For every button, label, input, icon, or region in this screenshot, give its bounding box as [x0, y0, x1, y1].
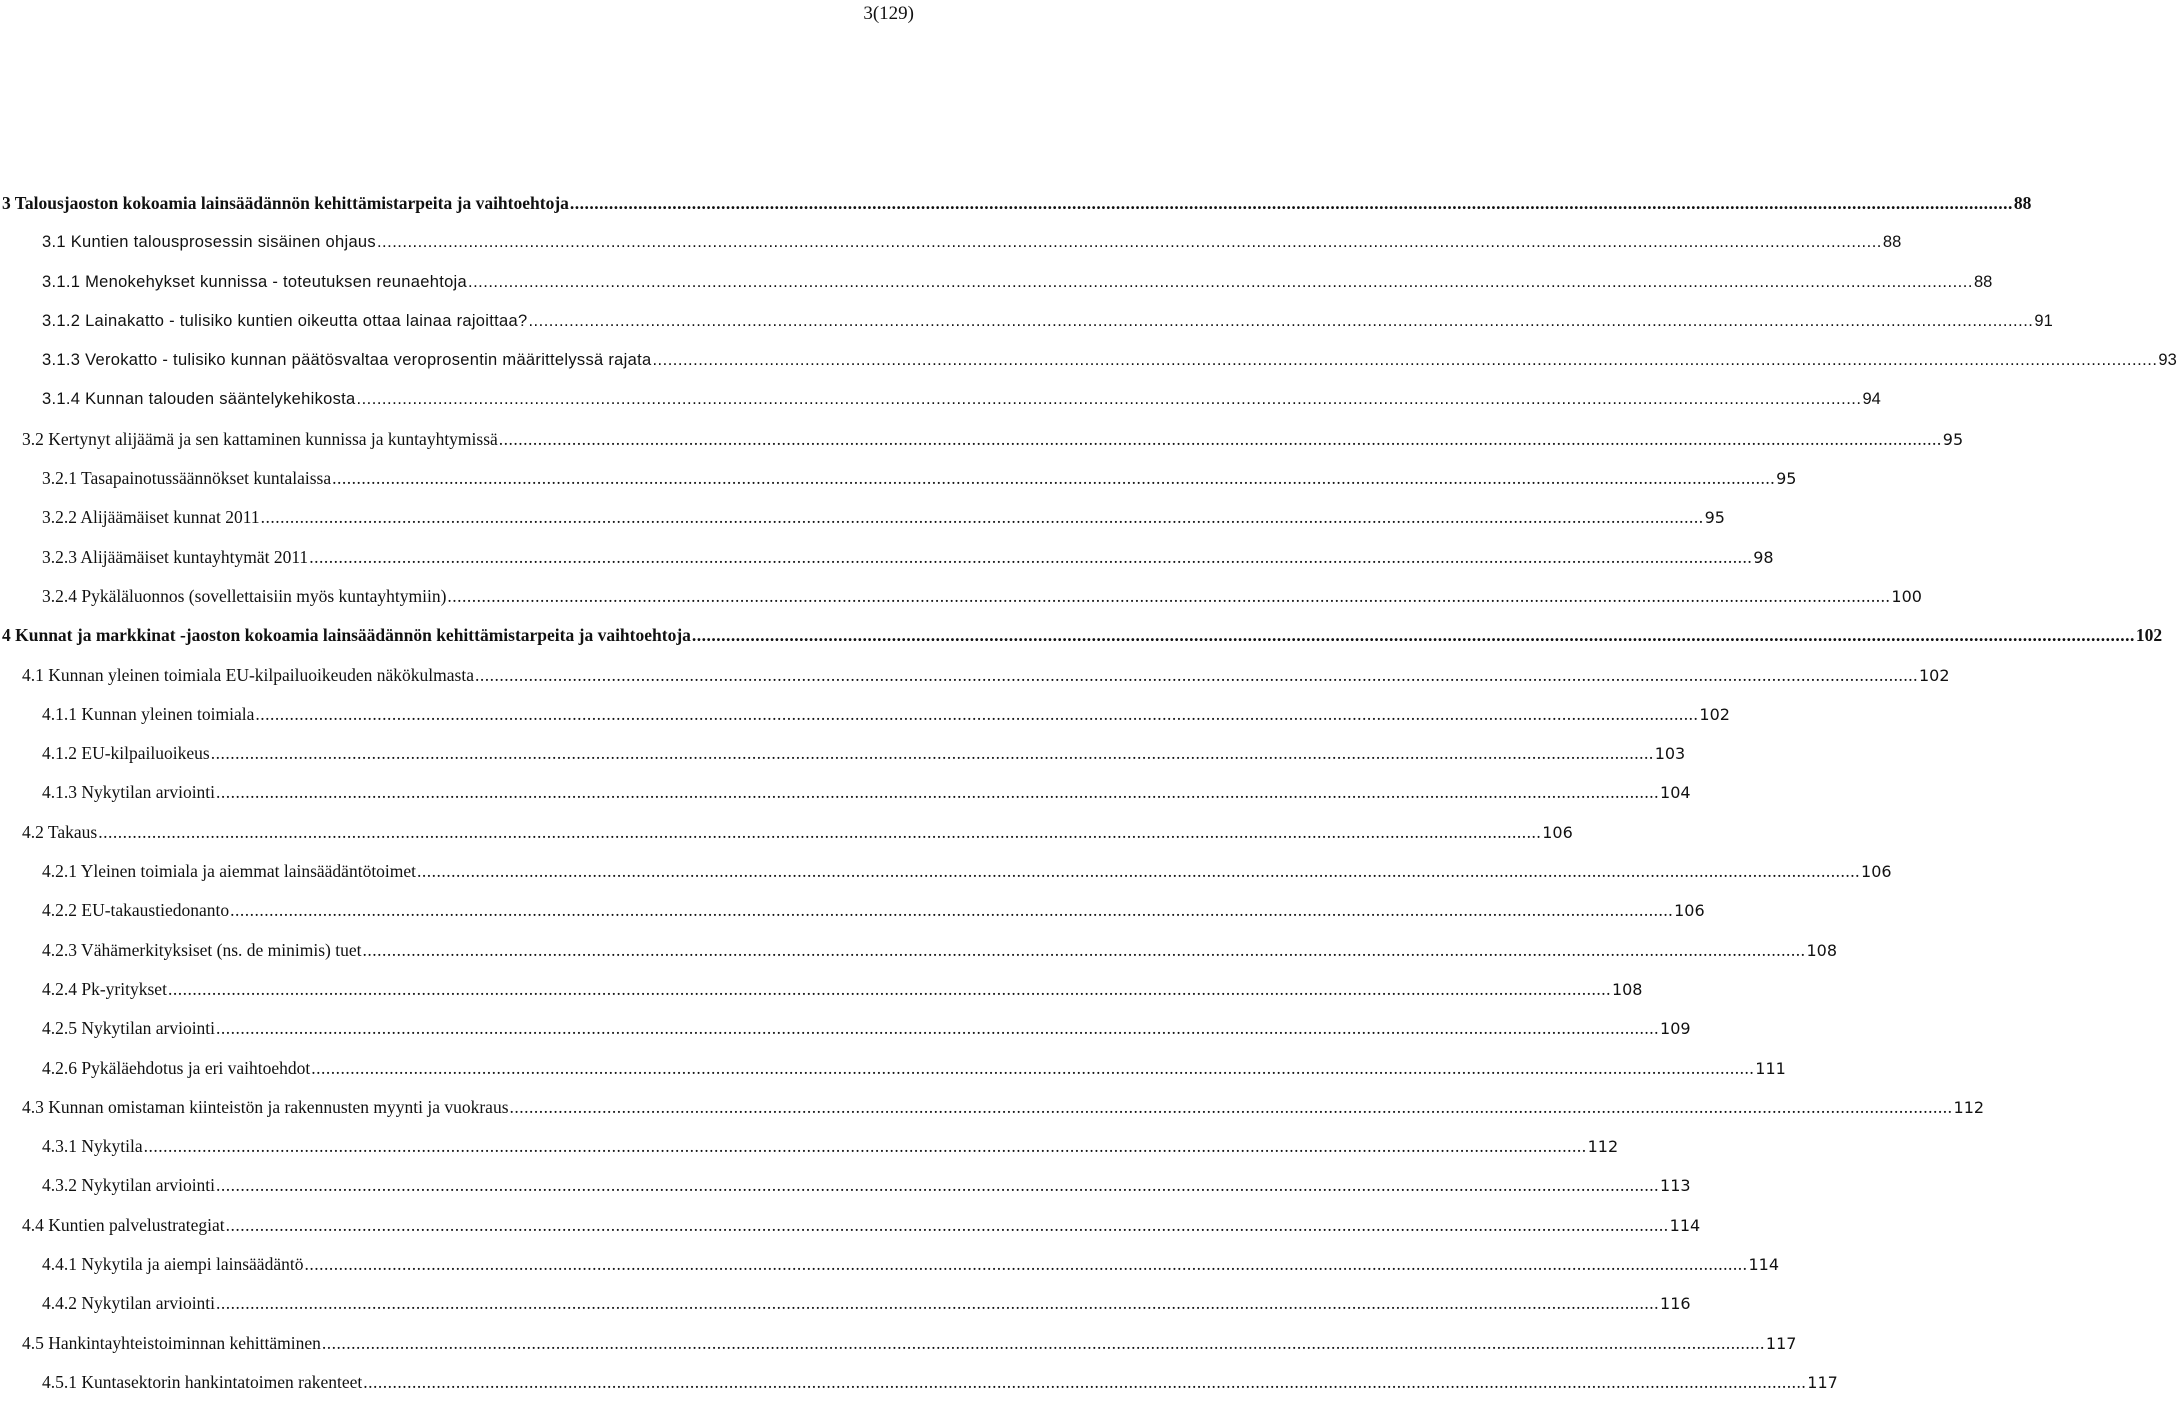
toc-entry[interactable]: [0, 387, 1881, 426]
toc-entry-title: 4.3.1 Nykytila: [42, 1136, 143, 1157]
toc-entry-title: 4 Kunnat ja markkinat -jaoston kokoamia lainsäädännön kehittämistarpeita ja vaihtoehtoja: [2, 625, 691, 646]
toc-entry-title: 4.2.1 Yleinen toimiala ja aiemmat lainsäädäntötoimet: [42, 861, 417, 882]
toc-dot-leader: [230, 898, 1673, 922]
toc-dot-leader: [528, 309, 2033, 333]
page-number: 3(129): [863, 3, 914, 24]
toc-entry-page: 93: [2158, 351, 2177, 370]
toc-entry-title: 3.2.3 Alijäämäiset kuntayhtymät 2011: [42, 546, 309, 567]
toc-entry-title: 4.1.1 Kunnan yleinen toimiala: [42, 703, 255, 724]
toc-entry-title: 3.2.1 Tasapainotussäännökset kuntalaissa: [42, 468, 332, 489]
toc-entry[interactable]: [0, 741, 1686, 780]
toc-entry-page: 112: [1587, 1137, 1619, 1157]
toc-dot-leader: [216, 1173, 1659, 1197]
toc-entry[interactable]: [0, 309, 2053, 348]
toc-entry-title: 4.4.2 Nykytilan arviointi: [42, 1293, 216, 1314]
toc-entry[interactable]: [0, 1213, 1701, 1252]
toc-entry-title: 3.1.1 Menokehykset kunnissa - toteutuksen reunaehtoja: [42, 272, 467, 291]
toc-dot-leader: [417, 859, 1860, 883]
toc-entry[interactable]: [0, 898, 1705, 937]
toc-entry[interactable]: [0, 780, 1691, 819]
toc-entry-page: 106: [1861, 862, 1892, 882]
toc-entry-page: 88: [1882, 233, 1902, 252]
toc-entry-title: 4.4 Kuntien palvelustrategiat: [22, 1214, 225, 1235]
toc-dot-leader: [510, 1095, 1953, 1119]
toc-entry-page: 108: [1611, 979, 1643, 999]
toc-entry[interactable]: [0, 1370, 1838, 1409]
toc-entry-title: 3.2 Kertynyt alijäämä ja sen kattaminen kunnissa ja kuntayhtymissä: [22, 428, 498, 449]
toc-entry-page: 100: [1891, 586, 1922, 606]
toc-dot-leader: [144, 1134, 1587, 1158]
toc-entry-title: 3.1.2 Lainakatto - tulisiko kuntien oikeutta ottaa lainaa rajoittaa?: [42, 311, 528, 330]
toc-entry-page: 103: [1654, 744, 1686, 764]
toc-entry-title: 4.2.4 Pk-yritykset: [42, 978, 167, 999]
toc-entry-title: 3.2.4 Pykäläluonnos (sovellettaisiin myös kuntayhtymiin): [42, 585, 447, 606]
toc-entry[interactable]: [0, 663, 1950, 702]
toc-entry-title: 3.1 Kuntien talousprosessin sisäinen ohjaus: [42, 233, 376, 252]
toc-entry-title: 4.1.3 Nykytilan arviointi: [42, 782, 216, 803]
toc-entry-page: 95: [1704, 508, 1725, 528]
toc-dot-leader: [98, 820, 1541, 844]
toc-dot-leader: [499, 427, 1942, 451]
toc-entry-page: 88: [2013, 193, 2032, 213]
toc-dot-leader: [357, 387, 1862, 411]
toc-entry[interactable]: [0, 270, 1993, 309]
toc-entry-title: 4.4.1 Nykytila ja aiempi lainsäädäntö: [42, 1254, 304, 1275]
toc-entry[interactable]: [0, 505, 1725, 544]
toc-entry[interactable]: [0, 977, 1643, 1016]
toc-entry[interactable]: [0, 1331, 1797, 1370]
toc-entry[interactable]: [0, 859, 1892, 898]
toc-entry[interactable]: [0, 191, 2032, 230]
toc-entry-title: 3 Talousjaoston kokoamia lainsäädännön kehittämistarpeita ja vaihtoehtoja: [2, 193, 569, 213]
toc-entry[interactable]: [0, 702, 1730, 741]
toc-entry-page: 108: [1806, 940, 1838, 960]
toc-dot-leader: [377, 230, 1882, 254]
toc-dot-leader: [261, 505, 1704, 529]
toc-entry-title: 4.3 Kunnan omistaman kiinteistön ja rakennusten myynti ja vuokraus: [22, 1096, 509, 1117]
toc-entry-page: 98: [1753, 547, 1774, 567]
toc-entry-title: 4.3.2 Nykytilan arviointi: [42, 1175, 216, 1196]
toc-dot-leader: [311, 1056, 1754, 1080]
toc-dot-leader: [216, 780, 1659, 804]
toc-dot-leader: [226, 1213, 1669, 1237]
toc-entry[interactable]: [0, 1095, 1985, 1134]
toc-dot-leader: [216, 1016, 1659, 1040]
toc-entry-title: 4.1 Kunnan yleinen toimiala EU-kilpailuoikeuden näkökulmasta: [22, 664, 474, 685]
toc-dot-leader: [255, 702, 1698, 726]
toc-entry-page: 113: [1660, 1176, 1691, 1196]
toc-entry-title: 3.1.3 Verokatto - tulisiko kunnan päätösvaltaa veroprosentin määrittelyssä rajata: [42, 351, 652, 370]
toc-entry[interactable]: [0, 348, 2177, 387]
toc-entry-title: 3.2.2 Alijäämäiset kunnat 2011: [42, 507, 260, 528]
toc-entry-page: 104: [1660, 783, 1691, 803]
toc-dot-leader: [652, 348, 2157, 372]
table-of-contents: [0, 191, 2177, 1409]
toc-dot-leader: [363, 1370, 1806, 1394]
toc-entry[interactable]: [0, 1173, 1691, 1212]
toc-entry-title: 4.2 Takaus: [22, 821, 98, 842]
toc-dot-leader: [211, 741, 1654, 765]
toc-dot-leader: [304, 1252, 1747, 1276]
toc-entry-title: 3.1.4 Kunnan talouden sääntelykehikosta: [42, 390, 356, 409]
toc-dot-leader: [475, 663, 1918, 687]
toc-entry-page: 88: [1973, 272, 1993, 291]
toc-entry[interactable]: [0, 466, 1797, 505]
toc-entry[interactable]: [0, 1291, 1691, 1330]
toc-dot-leader: [216, 1291, 1659, 1315]
toc-dot-leader: [570, 191, 2013, 215]
toc-dot-leader: [468, 270, 1973, 294]
toc-entry-page: 117: [1765, 1333, 1797, 1353]
toc-entry-page: 109: [1660, 1019, 1691, 1039]
toc-entry-page: 114: [1748, 1255, 1780, 1275]
toc-entry-page: 94: [1862, 390, 1881, 409]
toc-dot-leader: [168, 977, 1611, 1001]
toc-dot-leader: [322, 1331, 1765, 1355]
toc-entry-title: 4.2.6 Pykäläehdotus ja eri vaihtoehdot: [42, 1057, 311, 1078]
toc-entry-title: 4.1.2 EU-kilpailuoikeus: [42, 743, 210, 764]
toc-entry[interactable]: [0, 1252, 1780, 1291]
toc-entry-page: 91: [2034, 311, 2053, 330]
toc-entry-title: 4.2.3 Vähämerkityksiset (ns. de minimis) tuet: [42, 939, 362, 960]
toc-entry-page: 102: [1699, 704, 1730, 724]
toc-entry-title: 4.2.5 Nykytilan arviointi: [42, 1018, 216, 1039]
toc-entry-page: 111: [1755, 1058, 1786, 1078]
toc-dot-leader: [332, 466, 1775, 490]
toc-entry[interactable]: [0, 1016, 1691, 1055]
toc-entry-page: 95: [1942, 429, 1964, 449]
toc-entry-title: 4.5 Hankintayhteistoiminnan kehittäminen: [22, 1332, 321, 1353]
toc-entry[interactable]: [0, 427, 1964, 466]
toc-entry-page: 112: [1953, 1097, 1985, 1117]
toc-entry[interactable]: [0, 1056, 1786, 1095]
toc-entry-page: 102: [1918, 665, 1950, 685]
toc-entry-page: 106: [1542, 822, 1573, 842]
toc-entry[interactable]: [0, 584, 1922, 623]
toc-dot-leader: [447, 584, 1890, 608]
toc-entry[interactable]: [0, 230, 1902, 269]
toc-entry[interactable]: [0, 545, 1774, 584]
toc-entry-page: 114: [1669, 1215, 1701, 1235]
toc-dot-leader: [692, 623, 2135, 647]
toc-entry-page: 102: [2135, 625, 2163, 646]
toc-entry-page: 117: [1807, 1372, 1838, 1392]
toc-entry-title: 4.2.2 EU-takaustiedonanto: [42, 900, 230, 921]
toc-entry[interactable]: [0, 1134, 1619, 1173]
toc-entry[interactable]: [0, 938, 1838, 977]
toc-entry[interactable]: [0, 623, 2163, 662]
toc-entry-title: 4.5.1 Kuntasektorin hankintatoimen rakenteet: [42, 1371, 363, 1392]
toc-entry-page: 116: [1660, 1294, 1691, 1314]
toc-entry-page: 95: [1776, 469, 1797, 489]
toc-dot-leader: [363, 938, 1806, 962]
toc-entry[interactable]: [0, 820, 1573, 859]
toc-dot-leader: [309, 545, 1752, 569]
toc-entry-page: 106: [1674, 901, 1705, 921]
